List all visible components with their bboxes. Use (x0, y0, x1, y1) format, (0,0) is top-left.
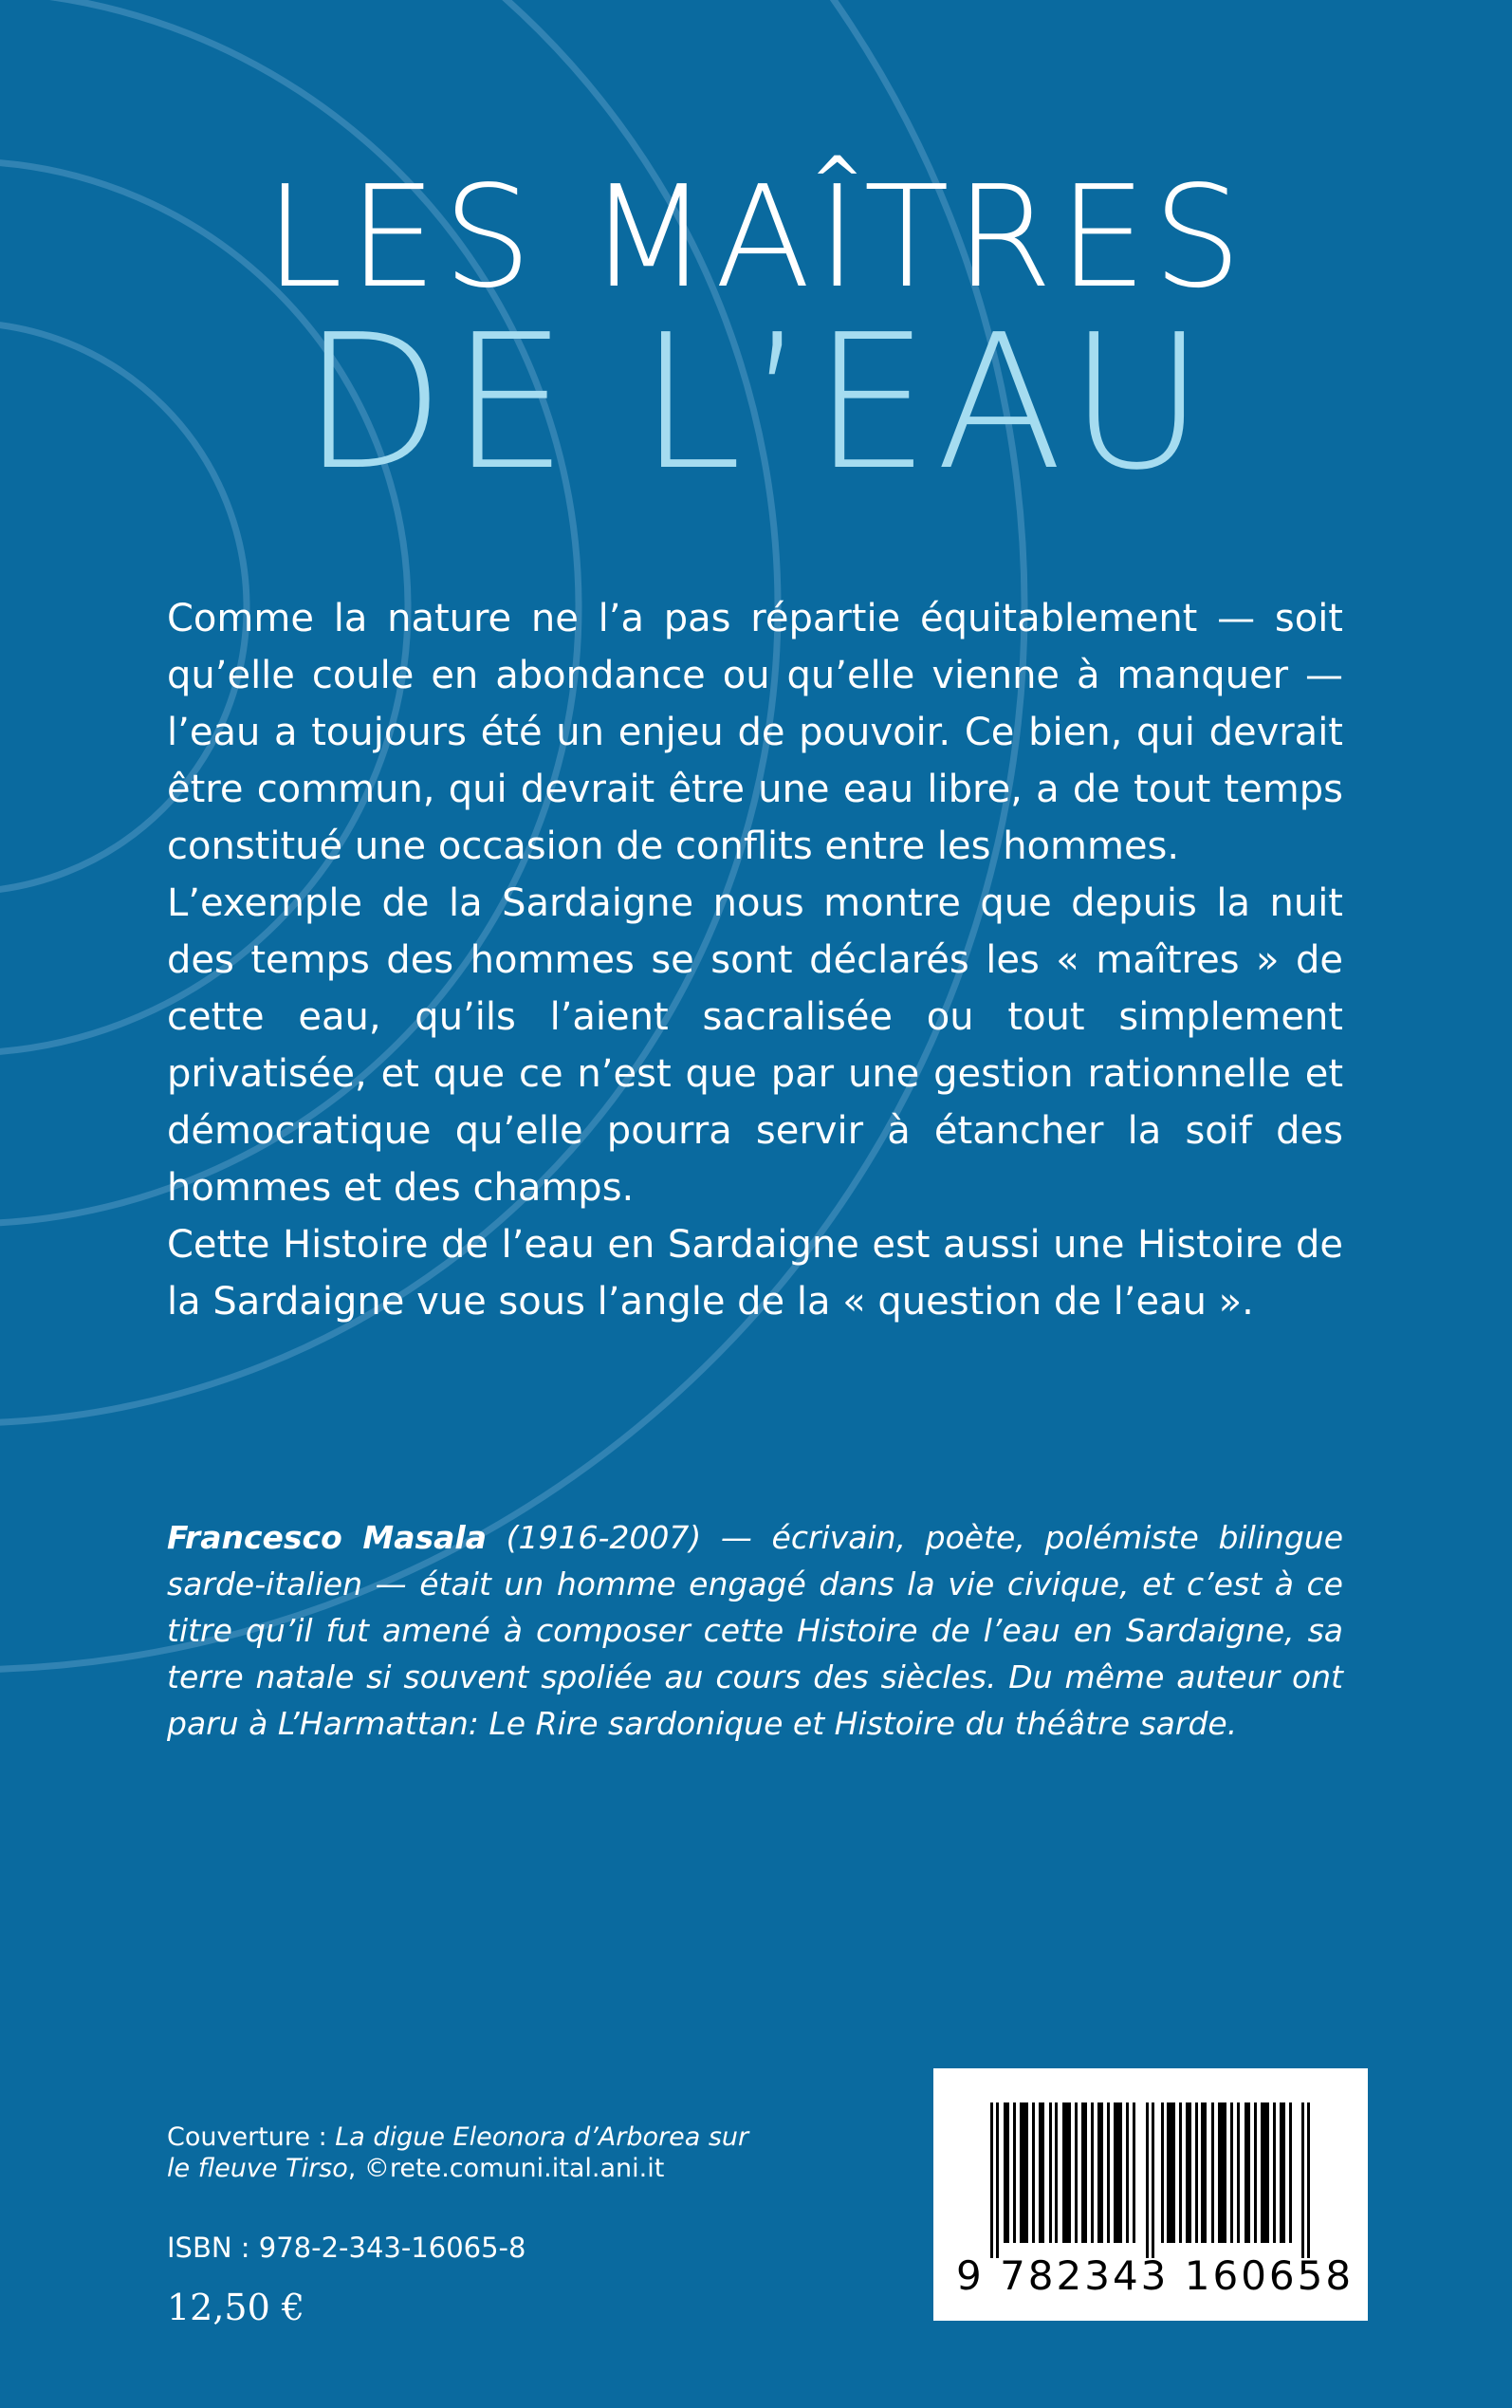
barcode-bars (990, 2102, 1313, 2258)
back-cover-blurb (167, 590, 1343, 1330)
blurb-paragraph: L’exemple de la Sardaigne nous montre que depuis la nuit des temps des hommes se sont déclarés les « maîtres » de cette eau, qu’ils l’aient sacralisée ou tout simplement privatisée, et que ce n’est que par une gestion rationnelle et démocratique qu’elle pourra servir à étancher la soif des hommes et des champs. (167, 881, 1343, 1210)
title-line-1: LES MAÎTRES (264, 156, 1248, 319)
credits-label: Couverture : (167, 2122, 336, 2152)
title-line-2: DE L’EAU (302, 295, 1210, 511)
blurb-paragraph: Cette Histoire de l’eau en Sardaigne est aussi une Histoire de la Sardaigne vue sous l’angle de la « question de l’eau ». (167, 1223, 1343, 1324)
price: 12,50 € (167, 2287, 305, 2328)
book-title (0, 156, 1512, 511)
credits-caption: La digue Eleonora d’Arborea sur le fleuve Tirso (167, 2122, 749, 2183)
blurb-paragraph: Comme la nature ne l’a pas répartie équitablement — soit qu’elle coule en abondance ou qu’elle vienne à manquer — l’eau a toujours été un enjeu de pouvoir. Ce bien, qui devrait être commun, qui devrait être une eau libre, a de tout temps constitué une occasion de conflits entre les hommes. (167, 597, 1343, 868)
barcode (933, 2068, 1368, 2321)
isbn: ISBN : 978-2-343-16065-8 (167, 2232, 526, 2264)
barcode-digits: 9 782343 160658 (956, 2252, 1355, 2299)
author-name: Francesco Masala (167, 1519, 488, 1556)
cover-credits (167, 2121, 774, 2184)
credits-source: , ©rete.comuni.ital.ani.it (347, 2154, 665, 2183)
author-bio (167, 1514, 1343, 1747)
author-bio-text: (1916-2007) — écrivain, poète, polémiste bilingue sarde-italien — était un homme engagé dans la vie civique, et c’est à ce titre qu’il fut amené à composer cette Histoire de l’eau en Sardaigne, sa terre natale si souvent spoliée au cours des siècles. Du même auteur ont paru à L’Harmattan: Le Rire sardonique et Histoire du théâtre sarde. (167, 1519, 1344, 1742)
